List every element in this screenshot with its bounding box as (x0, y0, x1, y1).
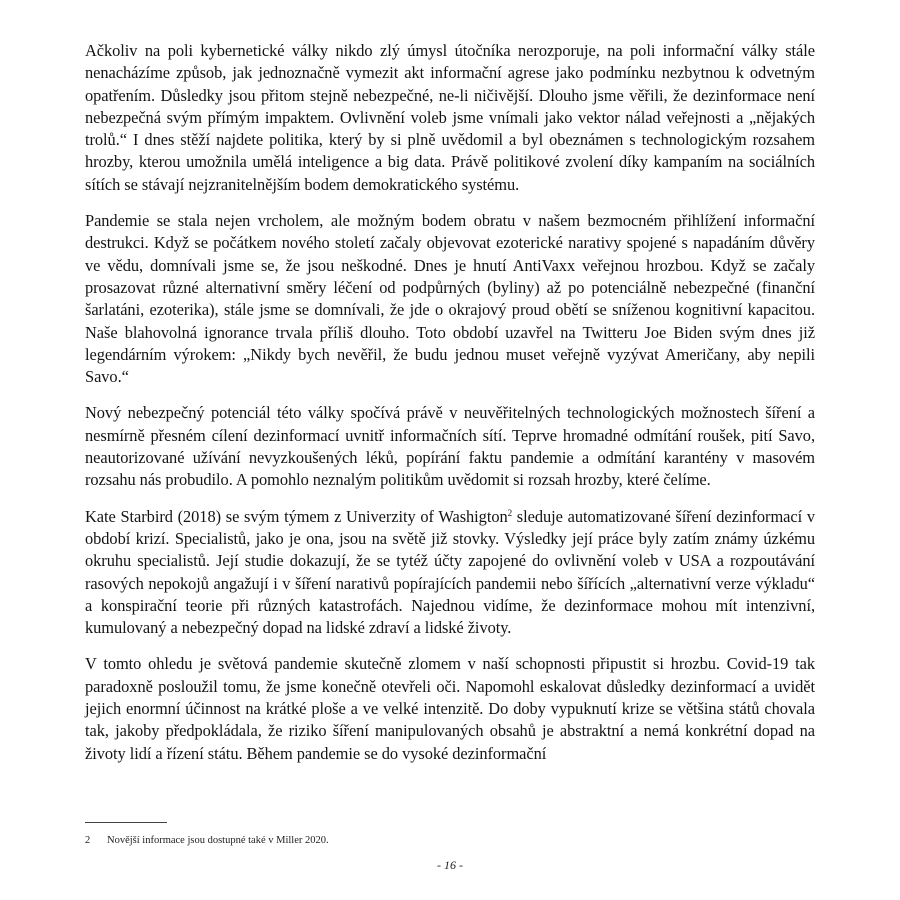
page-body (85, 40, 815, 765)
paragraph: Nový nebezpečný potenciál této války spočívá právě v neuvěřitelných technologických možnostech šíření a nesmírně přesném cílení dezinformací uvnitř informačních sítí. Teprve hromadné odmítání roušek, pití Savo, neautorizované užívání nevyzkoušených léků, popírání faktu pandemie a odmítání karantény v masovém rozsahu nás probudilo. A pomohlo neznalým politikům uvědomit si rozsah hrozby, které čelíme. (85, 403, 815, 490)
footnote-reference[interactable]: 2 (507, 507, 513, 518)
page-number: - 16 - (437, 858, 463, 872)
paragraph: V tomto ohledu je světová pandemie skutečně zlomem v naší schopnosti připustit si hrozbu. Covid-19 tak paradoxně posloužil tomu, že jsme konečně otevřeli oči. Napomohl eskalovat důsledky dezinformací a uvidět jejich enormní účinnost na krátké ploše a ve velké intenzitě. Do doby vypuknutí krize se většina států chovala tak, jakoby předpokládala, že riziko šíření manipulovaných obsahů je abstraktní a nemá konkrétní dopad na životy lidí a řízení státu. Během pandemie se do vysoké dezinformační (85, 654, 815, 763)
paragraph-text-start: Kate Starbird (2018) se svým týmem z Univerzity of Washigton (85, 506, 508, 526)
footnote-divider (85, 822, 167, 823)
footnote (85, 834, 329, 847)
footnote-number: 2 (85, 835, 91, 846)
paragraph: Ačkoliv na poli kybernetické války nikdo zlý úmysl útočníka nerozporuje, na poli informační války stále nenacházíme způsob, jak jednoznačně vymezit akt informační agrese jako podmínku nezbytnou k odvetným opatřením. Důsledky jsou přitom stejně nebezpečné, ne-li ničivější. Dlouho jsme věřili, že dezinformace není nebezpečná svým přímým impaktem. Ovlivnění voleb jsme vnímali jako vektor nálad veřejnosti a „nějakých trolů.“ I dnes stěží najdete politika, který by si plně uvědomil a byl obeznámen s technologickým rozsahem hrozby, kterou umožnila umělá inteligence a big data. Právě politikové zvolení díky kampaním na sociálních sítích se stávají nejzranitelnějším bodem demokratického systému. (85, 41, 815, 194)
footnote-text: Novější informace jsou dostupné také v Miller 2020. (107, 835, 329, 846)
paragraph (85, 506, 815, 640)
paragraph: Pandemie se stala nejen vrcholem, ale možným bodem obratu v našem bezmocném přihlížení informační destrukci. Když se počátkem nového století začaly objevovat ezoterické narativy spojené s napadáním důvěry ve vědu, domnívali jsme se, že jsou neškodné. Dnes je hnutí AntiVaxx veřejnou hrozbou. Když se začaly prosazovat různé alternativní směry léčení od podpůrných (byliny) až po potenciálně nebezpečné (finanční šarlatáni, ezoterika), stále jsme se domnívali, že jde o okrajový proud obětí se sníženou kognitivní kapacitou. Naše blahovolná ignorance trvala příliš dlouho. Toto období uzavřel na Twitteru Joe Biden svým dnes již legendárním výrokem: „Nikdy bych nevěřil, že budu jednou muset veřejně vyzývat Američany, aby nepili Savo.“ (85, 211, 815, 387)
paragraph-text-end: sleduje automatizované šíření dezinformací v období krizí. Specialistů, jako je ona, jsou na světě již stovky. Výsledky její práce byly zatím známy úzkému okruhu specialistů. Její studie dokazují, že se tytéž účty zapojené do ovlivnění voleb v USA a rozpoutávání rasových nepokojů angažují i v šíření narativů popírajících pandemii nebo šířících „alternativní verze výkladu“ a konspirační teorie při různých katastrofách. Najednou vidíme, že dezinformace mohou mít intenzivní, kumulovaný a nebezpečný dopad na lidské zdraví a lidské životy. (85, 506, 815, 638)
